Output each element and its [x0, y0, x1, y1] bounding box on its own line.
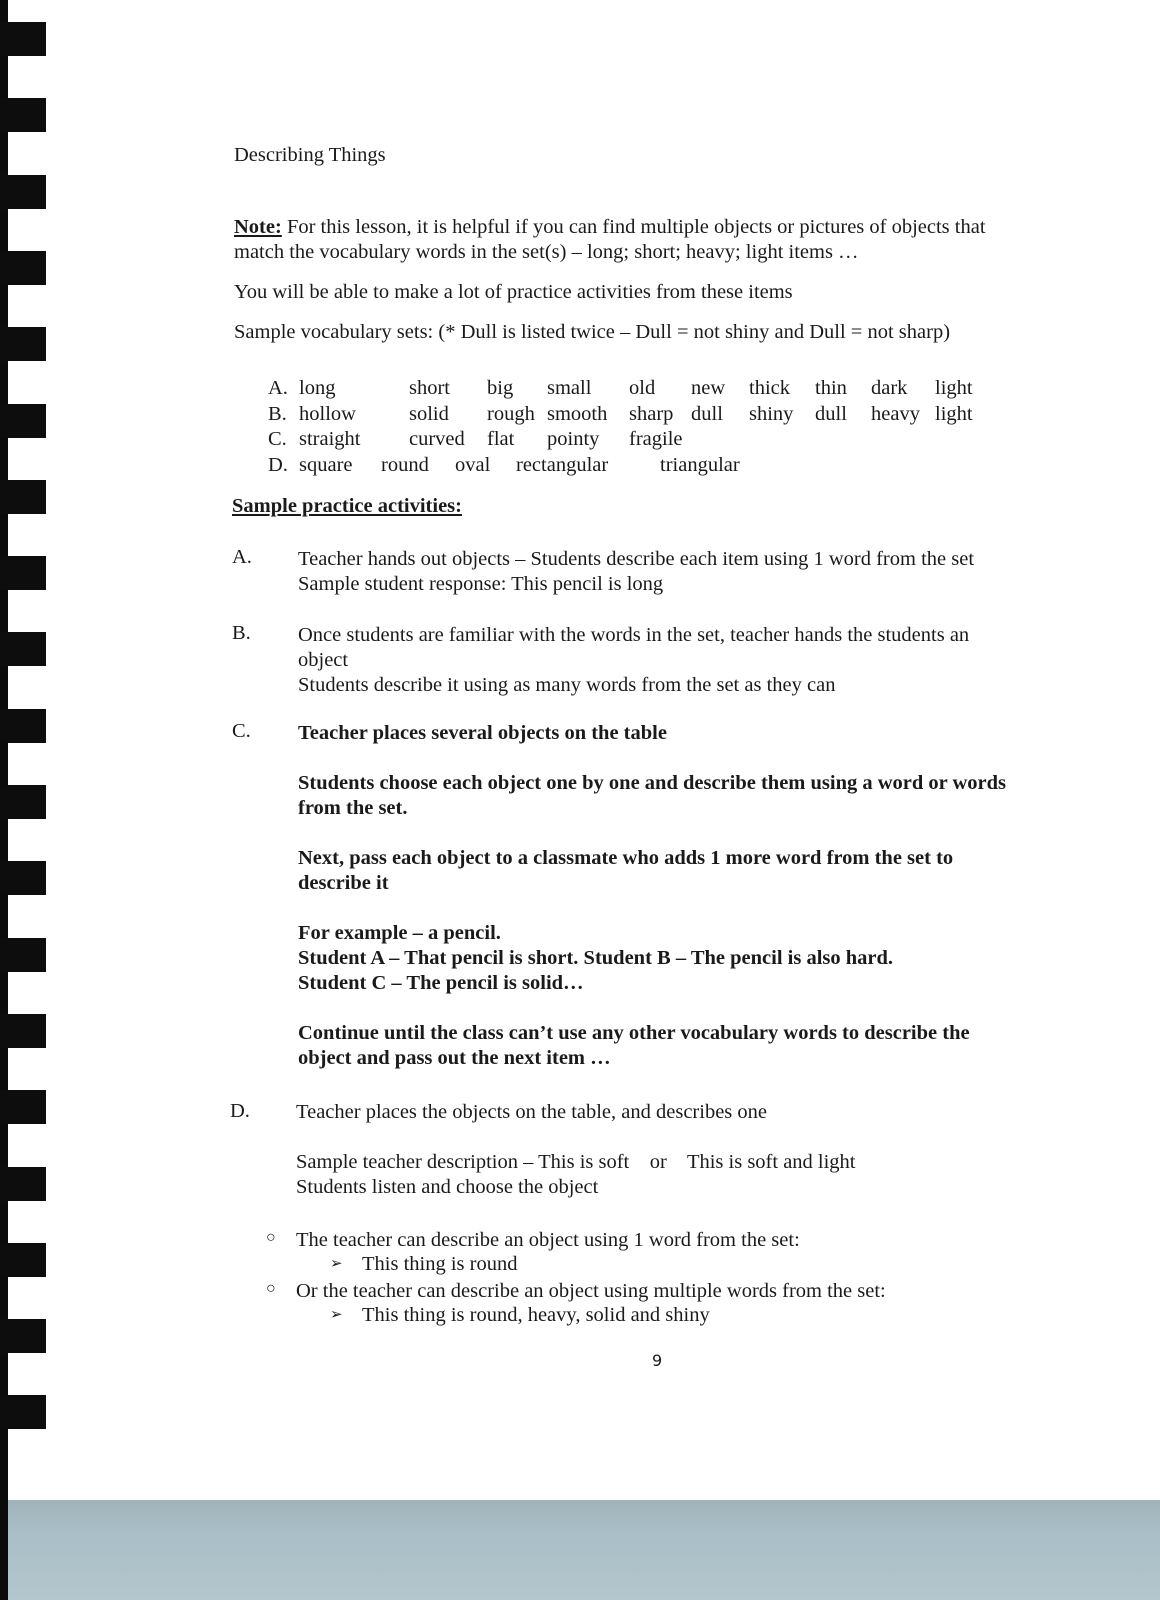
sub-bullet-text: This thing is round — [362, 1253, 518, 1275]
vocab-word: smooth — [547, 402, 608, 425]
binding-tooth — [0, 1319, 46, 1353]
binding-tooth — [0, 861, 46, 895]
vocab-word: heavy — [871, 402, 920, 425]
binding-tooth — [0, 556, 46, 590]
activity-text: Sample teacher description – This is soft or This is soft and light — [296, 1151, 856, 1173]
vocab-word: rectangular — [516, 453, 609, 476]
binding-tooth — [0, 327, 46, 361]
bullet-text: The teacher can describe an object using 1 word from the set: — [296, 1229, 800, 1251]
vocab-word: small — [547, 377, 592, 399]
note-text: For this lesson, it is helpful if you can find multiple objects or pictures of objects that — [281, 216, 986, 238]
vocab-word: rough — [487, 402, 535, 425]
binding-tooth — [0, 175, 46, 209]
vocab-word: sharp — [629, 402, 674, 425]
binding-tooth — [0, 785, 46, 819]
vocab-word: long — [299, 377, 336, 399]
activity-text: Teacher places the objects on the table, and describes one — [296, 1101, 767, 1123]
activity-text: Students describe it using as many words from the set as they can — [298, 674, 836, 696]
vocab-set-label: B. — [268, 402, 287, 425]
vocab-word: shiny — [749, 402, 794, 425]
activity-text: object and pass out the next item … — [298, 1047, 611, 1069]
activity-text: Students listen and choose the object — [296, 1176, 599, 1198]
activity-c — [298, 721, 1078, 1071]
activity-a — [298, 547, 1078, 597]
vocab-word: solid — [409, 402, 449, 425]
activity-b-label: B. — [232, 622, 251, 644]
vocab-word: dark — [871, 377, 908, 399]
vocab-set-label: A. — [268, 377, 288, 399]
vocab-set-label: C. — [268, 428, 287, 450]
activity-text: Teacher places several objects on the table — [298, 722, 667, 744]
activity-b — [298, 623, 1078, 698]
activity-text: Student C – The pencil is solid… — [298, 972, 584, 994]
vocab-word: dull — [691, 402, 723, 425]
binding-tooth — [0, 251, 46, 285]
binding-tooth — [0, 404, 46, 438]
binding-tooth — [0, 632, 46, 666]
activity-text: describe it — [298, 872, 389, 894]
vocab-word: old — [629, 377, 656, 399]
activity-text: Next, pass each object to a classmate who adds 1 more word from the set to — [298, 847, 954, 869]
vocab-word: curved — [409, 428, 465, 450]
vocab-word: square — [299, 453, 353, 476]
activity-a-label: A. — [232, 546, 252, 568]
activity-c-label: C. — [232, 720, 251, 742]
vocab-word: pointy — [547, 428, 600, 450]
vocab-word: triangular — [660, 453, 740, 476]
vocab-word: hollow — [299, 402, 356, 425]
vocab-word: thin — [815, 377, 847, 399]
vocab-word: dull — [815, 402, 847, 425]
vocab-word: short — [409, 377, 450, 399]
binding-tooth — [0, 22, 46, 56]
activity-text: Once students are familiar with the words in the set, teacher hands the students an — [298, 624, 970, 646]
note-label: Note: — [234, 216, 282, 238]
activity-text: Student A – That pencil is short. Student B – The pencil is also hard. — [298, 947, 894, 969]
vocab-set-label: D. — [268, 453, 288, 476]
binding-tooth — [0, 1243, 46, 1277]
activity-d-label: D. — [230, 1100, 250, 1122]
vocab-intro: Sample vocabulary sets: (* Dull is listed twice – Dull = not shiny and Dull = not sharp) — [234, 321, 951, 343]
vocab-word: light — [935, 402, 973, 425]
arrow-bullet-icon: ➢ — [330, 1307, 343, 1323]
page-number: 9 — [652, 1351, 663, 1370]
activity-text: from the set. — [298, 797, 408, 819]
binding-tooth — [0, 938, 46, 972]
note-line-1 — [234, 215, 986, 240]
circle-bullet-icon: ○ — [266, 1280, 276, 1297]
activity-text: Students choose each object one by one and describe them using a word or words — [298, 772, 1007, 794]
activity-d — [296, 1100, 1076, 1200]
vocab-word: big — [487, 377, 514, 399]
binding-tooth — [0, 1090, 46, 1124]
binding-tooth — [0, 1167, 46, 1201]
activity-text: Continue until the class can’t use any other vocabulary words to describe the — [298, 1022, 970, 1044]
arrow-bullet-icon: ➢ — [330, 1256, 343, 1272]
note-line-2: match the vocabulary words in the set(s) – long; short; heavy; light items … — [234, 241, 859, 263]
bullet-text: Or the teacher can describe an object using multiple words from the set: — [296, 1280, 886, 1302]
page-title: Describing Things — [234, 144, 386, 166]
vocab-word: round — [381, 453, 429, 476]
circle-bullet-icon: ○ — [266, 1229, 276, 1246]
binding-tooth — [0, 1014, 46, 1048]
practice-line: You will be able to make a lot of practice activities from these items — [234, 281, 793, 303]
binding-tooth — [0, 1395, 46, 1429]
vocab-word: new — [691, 377, 726, 399]
vocab-word: flat — [487, 428, 515, 450]
vocab-word: thick — [749, 377, 790, 399]
activity-text: For example – a pencil. — [298, 922, 501, 944]
activity-text: Teacher hands out objects – Students describe each item using 1 word from the set — [298, 548, 975, 570]
activity-text: Sample student response: This pencil is long — [298, 573, 664, 595]
sub-bullet-text: This thing is round, heavy, solid and shiny — [362, 1304, 710, 1326]
vocab-word: straight — [299, 428, 361, 450]
vocab-word: oval — [455, 453, 491, 476]
binding-tooth — [0, 480, 46, 514]
binding-tooth — [0, 709, 46, 743]
binding-tooth — [0, 98, 46, 132]
vocab-word: light — [935, 377, 973, 399]
vocab-word: fragile — [629, 428, 683, 450]
activities-heading: Sample practice activities: — [232, 495, 462, 517]
activity-text: object — [298, 649, 349, 671]
